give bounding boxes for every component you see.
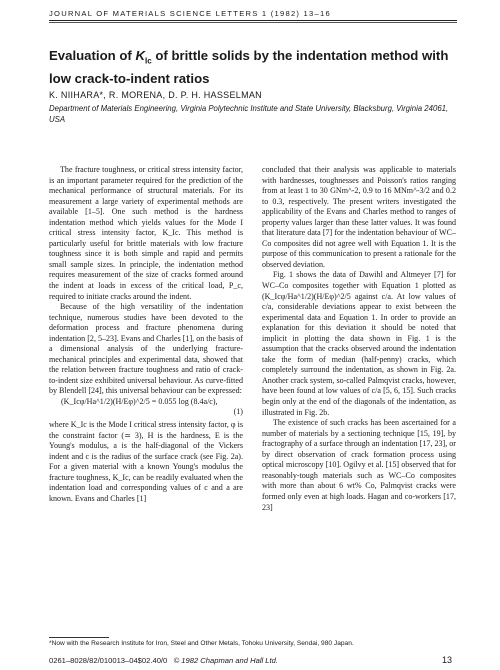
article-title (49, 47, 469, 87)
publisher-copyright: © 1982 Chapman and Hall Ltd. (173, 656, 278, 665)
footnote-rule (49, 637, 109, 638)
header-rule (49, 20, 457, 21)
issn-code: 0261–8028/82/010013–04$02.40/0 (49, 656, 168, 665)
equation-number: (1) (233, 407, 243, 417)
right-paragraph-1: concluded that their analysis was applicable to materials with hardnesses, toughnesses and Poisson's ratios ranging from at least 1 to 30 GNm^-2, 0.9 to 16 MNm^-3/2 and 0.2 to 0.3, respectively. The present writers investigated the applicability of the Evans and Charles method to ranges of property values larger than these latter values. It was found that literature data [7] for the indentation behaviour of WC–Co composites did not agree well with Equation 1. It is the purpose of this communication to present a rationale for the observed deviation. (262, 165, 456, 269)
right-paragraph-2: Fig. 1 shows the data of Dawihl and Altmeyer [7] for WC–Co composites together with Equation 1 plotted as (K_Icφ/Ha^1/2)(H/Eφ)^2/5 against c/a. At low values of c/a, considerable deviations appear to exist between the experimental data and Equation 1. In order to provide an explanation for this deviation it should be noted that implicit in plotting the data shown in Fig. 1 is the assumption that the cracks observed around the indentation take the form of median (half-penny) cracks, which completely surround the indentation, as shown in Fig. 2a. Another crack system, so-called Palmqvist cracks, however, have been found at low values of c/a [5, 6, 15]. Such cracks begin only at the end of the diagonals of the indentation, as illustrated in Fig. 2b. (262, 270, 456, 417)
right-paragraph-3: The existence of such cracks has been ascertained for a number of materials by a sectioning technique [15, 19], by fractography of a surface through an indentation [17, 23], or by direct observation of crack formation process using optical microscopy [10]. Ogilvy et al. [15] observed that for reasonably-tough materials such as WC–Co composites with more than about 6 wt% Co, Palmqvist cracks were formed only even at high loads. Hagan and co-workers [17, 23] (262, 418, 456, 512)
left-column (49, 165, 243, 504)
equation-expression: (K_Icφ/Ha^1/2)(H/Eφ)^2/5 = 0.055 log (8.4a/c), (61, 397, 218, 407)
copyright-line (49, 656, 278, 665)
equation-1 (49, 397, 243, 420)
footnote: *Now with the Research Institute for Iron, Steel and Other Metals, Tohoku University, Sendai, 980 Japan. (49, 640, 354, 647)
header-rule-thin (49, 22, 457, 23)
left-paragraph-3: where K_Ic is the Mode I critical stress intensity factor, φ is the constraint factor (≃ 3), H is the hardness, E is the Young's modulus, a is the half-diagonal of the Vickers indent and c is the radius of the surface crack (see Fig. 2a). For a given material with a known Young's modulus the fracture toughness, K_Ic, can be readily evaluated when the indentation load and corresponding values of c and a are known. Evans and Charles [1] (49, 420, 243, 503)
affiliation: Department of Materials Engineering, Virginia Polytechnic Institute and State University, Blacksburg, Virginia 24061, USA (49, 104, 449, 124)
author-list: K. NIIHARA*, R. MORENA, D. P. H. HASSELMAN (49, 90, 262, 100)
left-paragraph-2: Because of the high versatility of the indentation technique, numerous studies have been devoted to the deformation process and fracture phenomena during indentation [2, 5–23]. Evans and Charles [1], on the basis of a dimensional analysis of the underlying fracture-mechanical principles and experimental data, showed that the relation between fracture toughness and ratio of crack-to-indent size exhibited universal behaviour. As curve-fitted by Blendell [24], this universal behaviour can be expressed: (49, 302, 243, 396)
title-text-start: Evaluation of (49, 48, 136, 63)
title-subscript: Ic (145, 56, 152, 66)
right-column (262, 165, 456, 513)
running-head: JOURNAL OF MATERIALS SCIENCE LETTERS 1 (1982) 13–16 (49, 9, 331, 18)
left-paragraph-1: The fracture toughness, or critical stress intensity factor, is an important parameter required for the prediction of the mechanical performance of structural materials. For its measurement a large variety of experimental methods are available [1–5]. One such method is the hardness indentation method which yields values for the Mode I critical stress intensity factor, K_Ic. This method is particularly useful for brittle materials with low fracture toughness since it is both simple and rapid and permits small sample sizes. In principle, the indentation method requires measurement of the size of cracks formed around the indent at loads in excess of the critical load, P_c, required to initiate cracks around the indent. (49, 165, 243, 301)
title-text-end: of brittle solids by the indentation method with low crack-to-indent ratios (49, 48, 449, 86)
title-symbol: K (135, 48, 145, 63)
page-number: 13 (442, 655, 453, 665)
